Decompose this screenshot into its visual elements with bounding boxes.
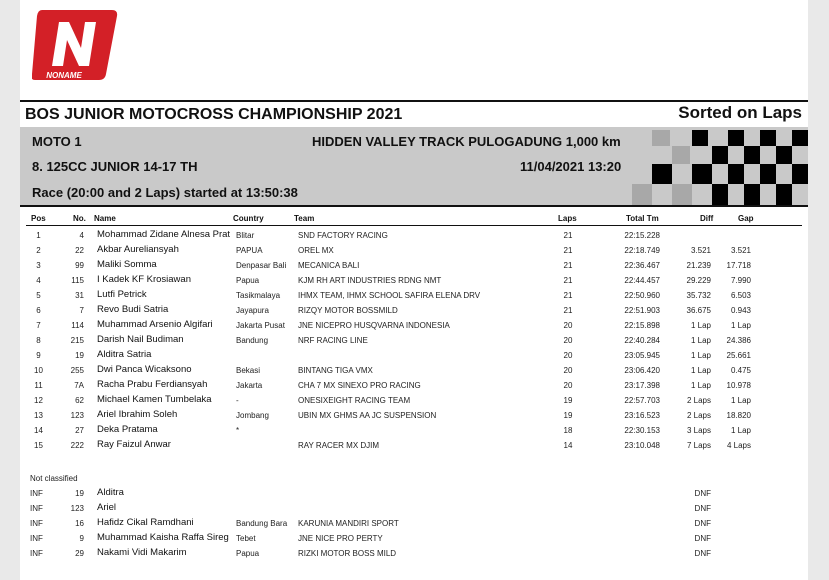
result-number: 31 — [75, 291, 84, 300]
result-diff: 21.239 — [686, 261, 711, 270]
result-number: 123 — [70, 411, 84, 420]
result-diff: 35.732 — [686, 291, 711, 300]
result-diff: 29.229 — [686, 276, 711, 285]
result-pos: 1 — [36, 231, 41, 240]
result-country: Jombang — [236, 411, 269, 420]
result-rider-name: Revo Budi Satria — [97, 304, 169, 315]
result-country: Papua — [236, 276, 260, 285]
nc-country: Bandung Bara — [236, 519, 288, 528]
nc-team: RIZKI MOTOR BOSS MILD — [298, 549, 397, 558]
nc-pos: INF — [30, 549, 43, 558]
result-gap: 10.978 — [726, 381, 751, 390]
col-header-laps: Laps — [558, 214, 577, 223]
result-total-time: 22:51.903 — [624, 306, 660, 315]
col-header-gap: Gap — [738, 214, 754, 223]
result-rider-name: Michael Kamen Tumbelaka — [97, 394, 212, 405]
result-number: 99 — [75, 261, 84, 270]
nc-country: Papua — [236, 549, 260, 558]
nc-team: KARUNIA MANDIRI SPORT — [298, 519, 399, 528]
result-number: 7 — [79, 306, 84, 315]
result-team: SND FACTORY RACING — [298, 231, 388, 240]
result-number: 222 — [70, 441, 84, 450]
result-gap: 24.386 — [726, 336, 751, 345]
result-diff: 2 Laps — [686, 396, 711, 405]
result-gap: 17.718 — [726, 261, 751, 270]
result-country: PAPUA — [236, 246, 263, 255]
result-country: Blitar — [236, 231, 255, 240]
nc-number: 19 — [75, 489, 84, 498]
nc-pos: INF — [30, 519, 43, 528]
result-gap: 0.943 — [730, 306, 751, 315]
result-total-time: 22:44.457 — [624, 276, 660, 285]
result-pos: 3 — [36, 261, 41, 270]
result-rider-name: Ray Faizul Anwar — [97, 439, 171, 450]
result-team: ONESIXEIGHT RACING TEAM — [298, 396, 411, 405]
result-country: Denpasar Bali — [236, 261, 287, 270]
result-number: 27 — [75, 426, 84, 435]
result-diff: 1 Lap — [690, 321, 711, 330]
result-pos: 13 — [34, 411, 43, 420]
result-number: 7A — [74, 381, 84, 390]
nc-rider-name: Nakami Vidi Makarim — [97, 547, 187, 558]
result-gap: 6.503 — [730, 291, 751, 300]
class-label: 8. 125CC JUNIOR 14-17 TH — [32, 159, 198, 174]
col-header-diff: Diff — [700, 214, 714, 223]
nc-status: DNF — [694, 489, 711, 498]
result-diff: 1 Lap — [690, 366, 711, 375]
result-country: * — [236, 426, 240, 435]
result-pos: 4 — [36, 276, 41, 285]
result-rider-name: Maliki Somma — [97, 259, 157, 270]
result-number: 114 — [71, 321, 84, 330]
result-team: NRF RACING LINE — [298, 336, 368, 345]
result-laps: 20 — [563, 336, 573, 345]
race-info: Race (20:00 and 2 Laps) started at 13:50:38 — [32, 185, 298, 200]
svg-text:NONAME: NONAME — [46, 71, 82, 80]
result-diff: 1 Lap — [690, 351, 711, 360]
result-pos: 15 — [34, 441, 43, 450]
moto-label: MOTO 1 — [32, 134, 82, 149]
track-label: HIDDEN VALLEY TRACK PULOGADUNG 1,000 km — [312, 134, 621, 149]
result-total-time: 22:57.703 — [624, 396, 660, 405]
result-total-time: 22:18.749 — [624, 246, 660, 255]
result-total-time: 22:36.467 — [624, 261, 660, 270]
col-header-total: Total Tm — [626, 214, 659, 223]
result-team: CHA 7 MX SINEXO PRO RACING — [298, 381, 421, 390]
result-number: 215 — [70, 336, 84, 345]
result-laps: 20 — [563, 321, 573, 330]
result-team: RIZQY MOTOR BOSSMILD — [298, 306, 398, 315]
result-number: 19 — [75, 351, 84, 360]
result-total-time: 22:30.153 — [624, 426, 660, 435]
result-laps: 21 — [563, 306, 573, 315]
result-gap: 1 Lap — [730, 396, 751, 405]
header-rule — [20, 100, 808, 102]
result-country: - — [236, 396, 239, 405]
result-diff: 7 Laps — [686, 441, 711, 450]
result-laps: 19 — [563, 396, 573, 405]
result-gap: 1 Lap — [730, 321, 751, 330]
result-diff: 3.521 — [690, 246, 711, 255]
result-country: Bekasi — [236, 366, 261, 375]
result-laps: 14 — [563, 441, 573, 450]
table-header-rule — [26, 225, 802, 226]
result-pos: 12 — [34, 396, 43, 405]
band-rule — [20, 205, 808, 207]
result-total-time: 22:50.960 — [624, 291, 660, 300]
result-rider-name: Muhammad Arsenio Algifari — [97, 319, 213, 330]
nc-number: 16 — [75, 519, 84, 528]
race-datetime: 11/04/2021 13:20 — [520, 159, 622, 174]
result-pos: 8 — [36, 336, 41, 345]
result-total-time: 22:15.898 — [624, 321, 660, 330]
nc-pos: INF — [30, 489, 43, 498]
result-total-time: 23:05.945 — [624, 351, 660, 360]
result-number: 4 — [79, 231, 84, 240]
col-header-no: No. — [73, 214, 86, 223]
result-pos: 11 — [34, 381, 43, 390]
result-pos: 9 — [36, 351, 41, 360]
result-number: 62 — [75, 396, 84, 405]
result-laps: 21 — [563, 276, 573, 285]
result-total-time: 23:17.398 — [624, 381, 660, 390]
noname-logo — [32, 8, 118, 82]
result-diff: 3 Laps — [686, 426, 711, 435]
result-team: RAY RACER MX DJIM — [298, 441, 380, 450]
nc-status: DNF — [694, 504, 711, 513]
result-total-time: 22:40.284 — [624, 336, 660, 345]
result-laps: 19 — [563, 411, 573, 420]
result-team: BINTANG TIGA VMX — [298, 366, 373, 375]
result-rider-name: Dwi Panca Wicaksono — [97, 364, 192, 375]
result-laps: 21 — [563, 261, 573, 270]
result-rider-name: Deka Pratama — [97, 424, 158, 435]
result-team: UBIN MX GHMS AA JC SUSPENSION — [298, 411, 437, 420]
nc-country: Tebet — [236, 534, 256, 543]
result-rider-name: Racha Prabu Ferdiansyah — [97, 379, 208, 390]
result-gap: 7.990 — [730, 276, 751, 285]
col-header-pos: Pos — [31, 214, 46, 223]
result-gap: 4 Laps — [726, 441, 751, 450]
result-total-time: 23:10.048 — [624, 441, 660, 450]
result-diff: 36.675 — [686, 306, 711, 315]
sort-label: Sorted on Laps — [678, 103, 802, 122]
nc-status: DNF — [694, 549, 711, 558]
result-laps: 21 — [563, 291, 573, 300]
result-pos: 6 — [36, 306, 41, 315]
results-sheet — [20, 0, 808, 580]
not-classified-label: Not classified — [30, 474, 78, 483]
result-team: OREL MX — [298, 246, 334, 255]
result-laps: 21 — [563, 246, 573, 255]
result-number: 255 — [70, 366, 84, 375]
result-total-time: 23:06.420 — [624, 366, 660, 375]
result-total-time: 22:15.228 — [624, 231, 660, 240]
nc-rider-name: Muhammad Kaisha Raffa Sireg — [97, 532, 229, 543]
result-country: Tasikmalaya — [236, 291, 281, 300]
result-team: MECANICA BALI — [298, 261, 360, 270]
result-country: Jakarta — [236, 381, 263, 390]
nc-pos: INF — [30, 534, 43, 543]
result-number: 115 — [71, 276, 84, 285]
result-diff: 2 Laps — [686, 411, 711, 420]
result-gap: 18.820 — [726, 411, 751, 420]
result-rider-name: Mohammad Zidane Alnesa Prat — [97, 229, 231, 240]
result-pos: 10 — [34, 366, 43, 375]
result-total-time: 23:16.523 — [624, 411, 660, 420]
result-country: Jakarta Pusat — [236, 321, 285, 330]
result-gap: 1 Lap — [730, 426, 751, 435]
result-rider-name: Darish Nail Budiman — [97, 334, 184, 345]
result-team: IHMX TEAM, IHMX SCHOOL SAFIRA ELENA DRV — [298, 291, 481, 300]
nc-status: DNF — [694, 519, 711, 528]
result-pos: 14 — [34, 426, 43, 435]
result-number: 22 — [75, 246, 84, 255]
result-pos: 5 — [36, 291, 41, 300]
result-country: Jayapura — [236, 306, 269, 315]
result-gap: 25.661 — [726, 351, 751, 360]
result-pos: 7 — [36, 321, 41, 330]
nc-pos: INF — [30, 504, 43, 513]
result-rider-name: Akbar Aureliansyah — [97, 244, 179, 255]
nc-number: 29 — [75, 549, 84, 558]
result-gap: 0.475 — [730, 366, 751, 375]
result-rider-name: I Kadek KF Krosiawan — [97, 274, 191, 285]
result-rider-name: Ariel Ibrahim Soleh — [97, 409, 178, 420]
col-header-country: Country — [233, 214, 264, 223]
result-rider-name: Alditra Satria — [97, 349, 152, 360]
nc-rider-name: Ariel — [97, 502, 117, 513]
result-laps: 18 — [563, 426, 573, 435]
result-team: JNE NICEPRO HUSQVARNA INDONESIA — [298, 321, 450, 330]
nc-rider-name: Alditra — [97, 487, 124, 498]
result-pos: 2 — [36, 246, 41, 255]
result-diff: 1 Lap — [690, 381, 711, 390]
nc-number: 123 — [70, 504, 84, 513]
nc-team: JNE NICE PRO PERTY — [298, 534, 383, 543]
result-diff: 1 Lap — [690, 336, 711, 345]
result-gap: 3.521 — [730, 246, 751, 255]
result-laps: 20 — [563, 381, 573, 390]
result-country: Bandung — [236, 336, 269, 345]
result-laps: 20 — [563, 366, 573, 375]
checkered-flag-icon — [632, 128, 808, 205]
result-rider-name: Lutfi Petrick — [97, 289, 147, 300]
result-laps: 21 — [563, 231, 573, 240]
nc-rider-name: Hafidz Cikal Ramdhani — [97, 517, 194, 528]
result-laps: 20 — [563, 351, 573, 360]
page-title: BOS JUNIOR MOTOCROSS CHAMPIONSHIP 2021 — [25, 106, 403, 123]
nc-number: 9 — [79, 534, 84, 543]
col-header-name: Name — [94, 214, 116, 223]
nc-status: DNF — [694, 534, 711, 543]
result-team: KJM RH ART INDUSTRIES RDNG NMT — [298, 276, 442, 285]
col-header-team: Team — [294, 214, 315, 223]
